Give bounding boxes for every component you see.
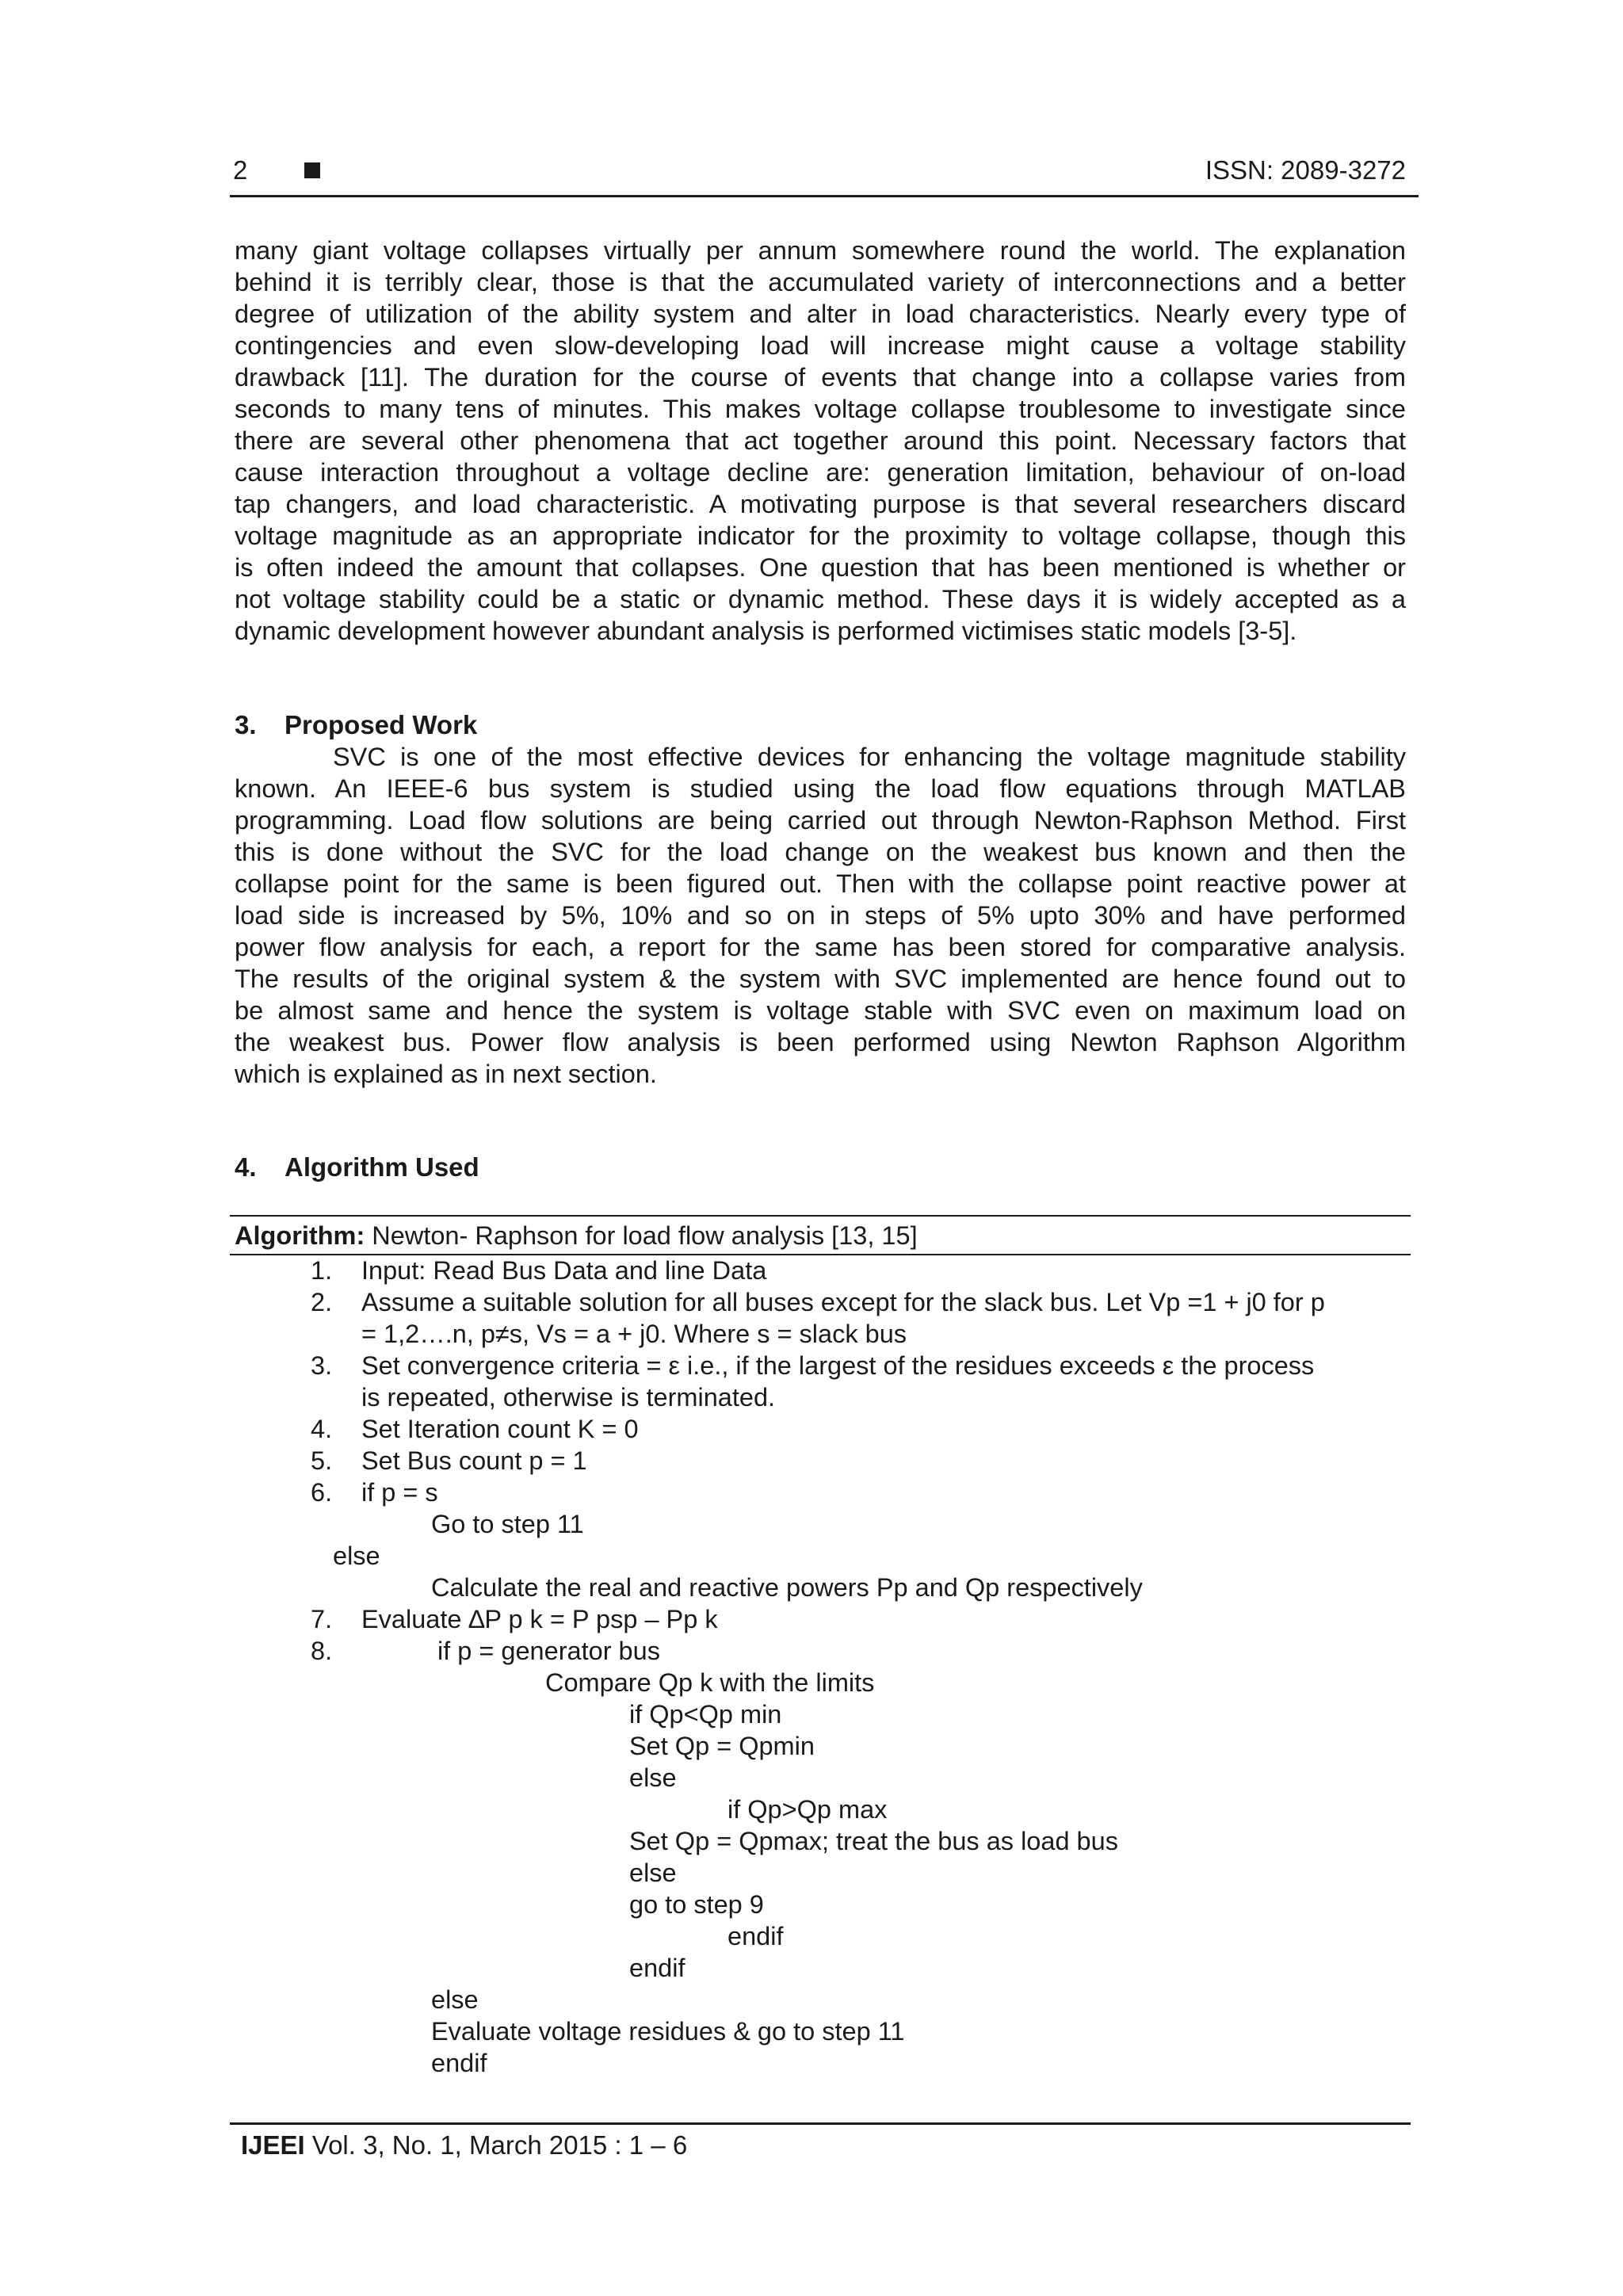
section-heading-4 (235, 1152, 479, 1183)
step-text: Set Bus count p = 1 (361, 1446, 587, 1475)
section-title: Proposed Work (285, 710, 478, 739)
text-line: known. An IEEE-6 bus system is studied using the load flow equations through MATLAB (235, 774, 1406, 803)
text-line: behind it is terribly clear, those is that the accumulated variety of interconnections and a better (235, 268, 1406, 296)
step-text: endif (727, 1922, 784, 1950)
text-line: load side is increased by 5%, 10% and so on in steps of 5% upto 30% and have performed (235, 901, 1406, 930)
step-text: else (431, 1985, 479, 2014)
text-line: power flow analysis for each, a report for the same has been stored for comparative analysis. (235, 933, 1406, 961)
step-text: else (629, 1763, 677, 1792)
step-text: Input: Read Bus Data and line Data (361, 1256, 767, 1285)
step-text: else (333, 1541, 380, 1570)
step-number: 2. (311, 1288, 333, 1316)
step-text: Compare Qp k with the limits (545, 1668, 875, 1697)
step-text: endif (431, 2049, 487, 2077)
step-text: if Qp<Qp min (629, 1700, 782, 1729)
step-text: if Qp>Qp max (727, 1795, 888, 1824)
step-text: endif (629, 1954, 685, 1982)
algorithm-rule-top (230, 1215, 1411, 1217)
section-number: 4. (235, 1152, 257, 1182)
text-line: seconds to many tens of minutes. This makes voltage collapse troublesome to investigate since (235, 395, 1406, 423)
text-line: The results of the original system & the system with SVC implemented are hence found out to (235, 965, 1406, 993)
step-number: 6. (311, 1478, 333, 1507)
text-line: is often indeed the amount that collapses. One question that has been mentioned is whether or (235, 553, 1406, 582)
step-text: if p = generator bus (437, 1637, 660, 1665)
step-text: if p = s (361, 1478, 438, 1507)
text-line: drawback [11]. The duration for the course of events that change into a collapse varies from (235, 363, 1406, 392)
text-line: SVC is one of the most effective devices for enhancing the voltage magnitude stability (333, 743, 1406, 771)
algorithm-label: Algorithm: (235, 1221, 365, 1250)
step-text: go to step 9 (629, 1890, 764, 1919)
step-text: Set Qp = Qpmax; treat the bus as load bus (629, 1827, 1118, 1855)
intro-paragraph (235, 235, 1406, 647)
step-number: 7. (311, 1605, 333, 1633)
page-number: 2 (233, 155, 248, 185)
text-line: not voltage stability could be a static or dynamic method. These days it is widely accepted as a (235, 585, 1406, 613)
step-text: else (629, 1859, 677, 1887)
step-text: Evaluate ∆P p k = P psp – Pp k (361, 1605, 718, 1633)
section-number: 3. (235, 710, 257, 739)
algorithm-title (235, 1220, 918, 1251)
text-line: cause interaction throughout a voltage decline are: generation limitation, behaviour of on-load (235, 458, 1406, 487)
step-text: Assume a suitable solution for all buses except for the slack bus. Let Vp =1 + j0 for p (361, 1288, 1325, 1316)
text-line: collapse point for the same is been figured out. Then with the collapse point reactive power at (235, 869, 1406, 898)
algorithm-caption: Newton- Raphson for load flow analysis [13, 15] (365, 1221, 918, 1250)
section-title: Algorithm Used (285, 1152, 479, 1182)
text-line: programming. Load flow solutions are being carried out through Newton-Raphson Method. First (235, 806, 1406, 835)
step-text: is repeated, otherwise is terminated. (361, 1383, 776, 1412)
text-line: many giant voltage collapses virtually per annum somewhere round the world. The explanation (235, 236, 1406, 265)
volume-info: Vol. 3, No. 1, March 2015 : 1 – 6 (304, 2130, 688, 2160)
step-text: Set convergence criteria = ε i.e., if the largest of the residues exceeds ε the process (361, 1351, 1315, 1380)
step-text: Set Qp = Qpmin (629, 1732, 815, 1760)
text-line: which is explained as in next section. (235, 1060, 657, 1088)
text-line: this is done without the SVC for the load change on the weakest bus known and then the (235, 838, 1406, 866)
text-line: dynamic development however abundant analysis is performed victimises static models [3-5]. (235, 617, 1297, 645)
section-heading-3 (235, 709, 477, 741)
header-rule (230, 195, 1419, 197)
text-line: voltage magnitude as an appropriate indicator for the proximity to voltage collapse, though this (235, 521, 1406, 550)
text-line: the weakest bus. Power flow analysis is been performed using Newton Raphson Algorithm (235, 1028, 1406, 1056)
footer-citation (241, 2130, 687, 2161)
step-number: 5. (311, 1446, 333, 1475)
step-text: Go to step 11 (431, 1510, 584, 1538)
footer-rule (230, 2122, 1411, 2125)
text-line: contingencies and even slow-developing load will increase might cause a voltage stability (235, 331, 1406, 360)
text-line: there are several other phenomena that act together around this point. Necessary factors that (235, 426, 1406, 455)
section-3-paragraph (235, 741, 1406, 1090)
step-number: 4. (311, 1415, 333, 1443)
square-bullet-icon (304, 162, 320, 178)
step-number: 8. (311, 1637, 333, 1665)
journal-name: IJEEI (241, 2130, 305, 2160)
step-text: Evaluate voltage residues & go to step 11 (431, 2017, 905, 2046)
step-text: = 1,2….n, p≠s, Vs = a + j0. Where s = slack bus (361, 1320, 907, 1348)
step-number: 3. (311, 1351, 333, 1380)
issn: ISSN: 2089-3272 (1205, 155, 1406, 185)
step-text: Calculate the real and reactive powers Pp and Qp respectively (431, 1573, 1143, 1602)
text-line: tap changers, and load characteristic. A motivating purpose is that several researchers discard (235, 490, 1406, 518)
step-text: Set Iteration count K = 0 (361, 1415, 639, 1443)
text-line: degree of utilization of the ability system and alter in load characteristics. Nearly every type of (235, 300, 1406, 328)
step-number: 1. (311, 1256, 333, 1285)
text-line: be almost same and hence the system is voltage stable with SVC even on maximum load on (235, 996, 1406, 1025)
